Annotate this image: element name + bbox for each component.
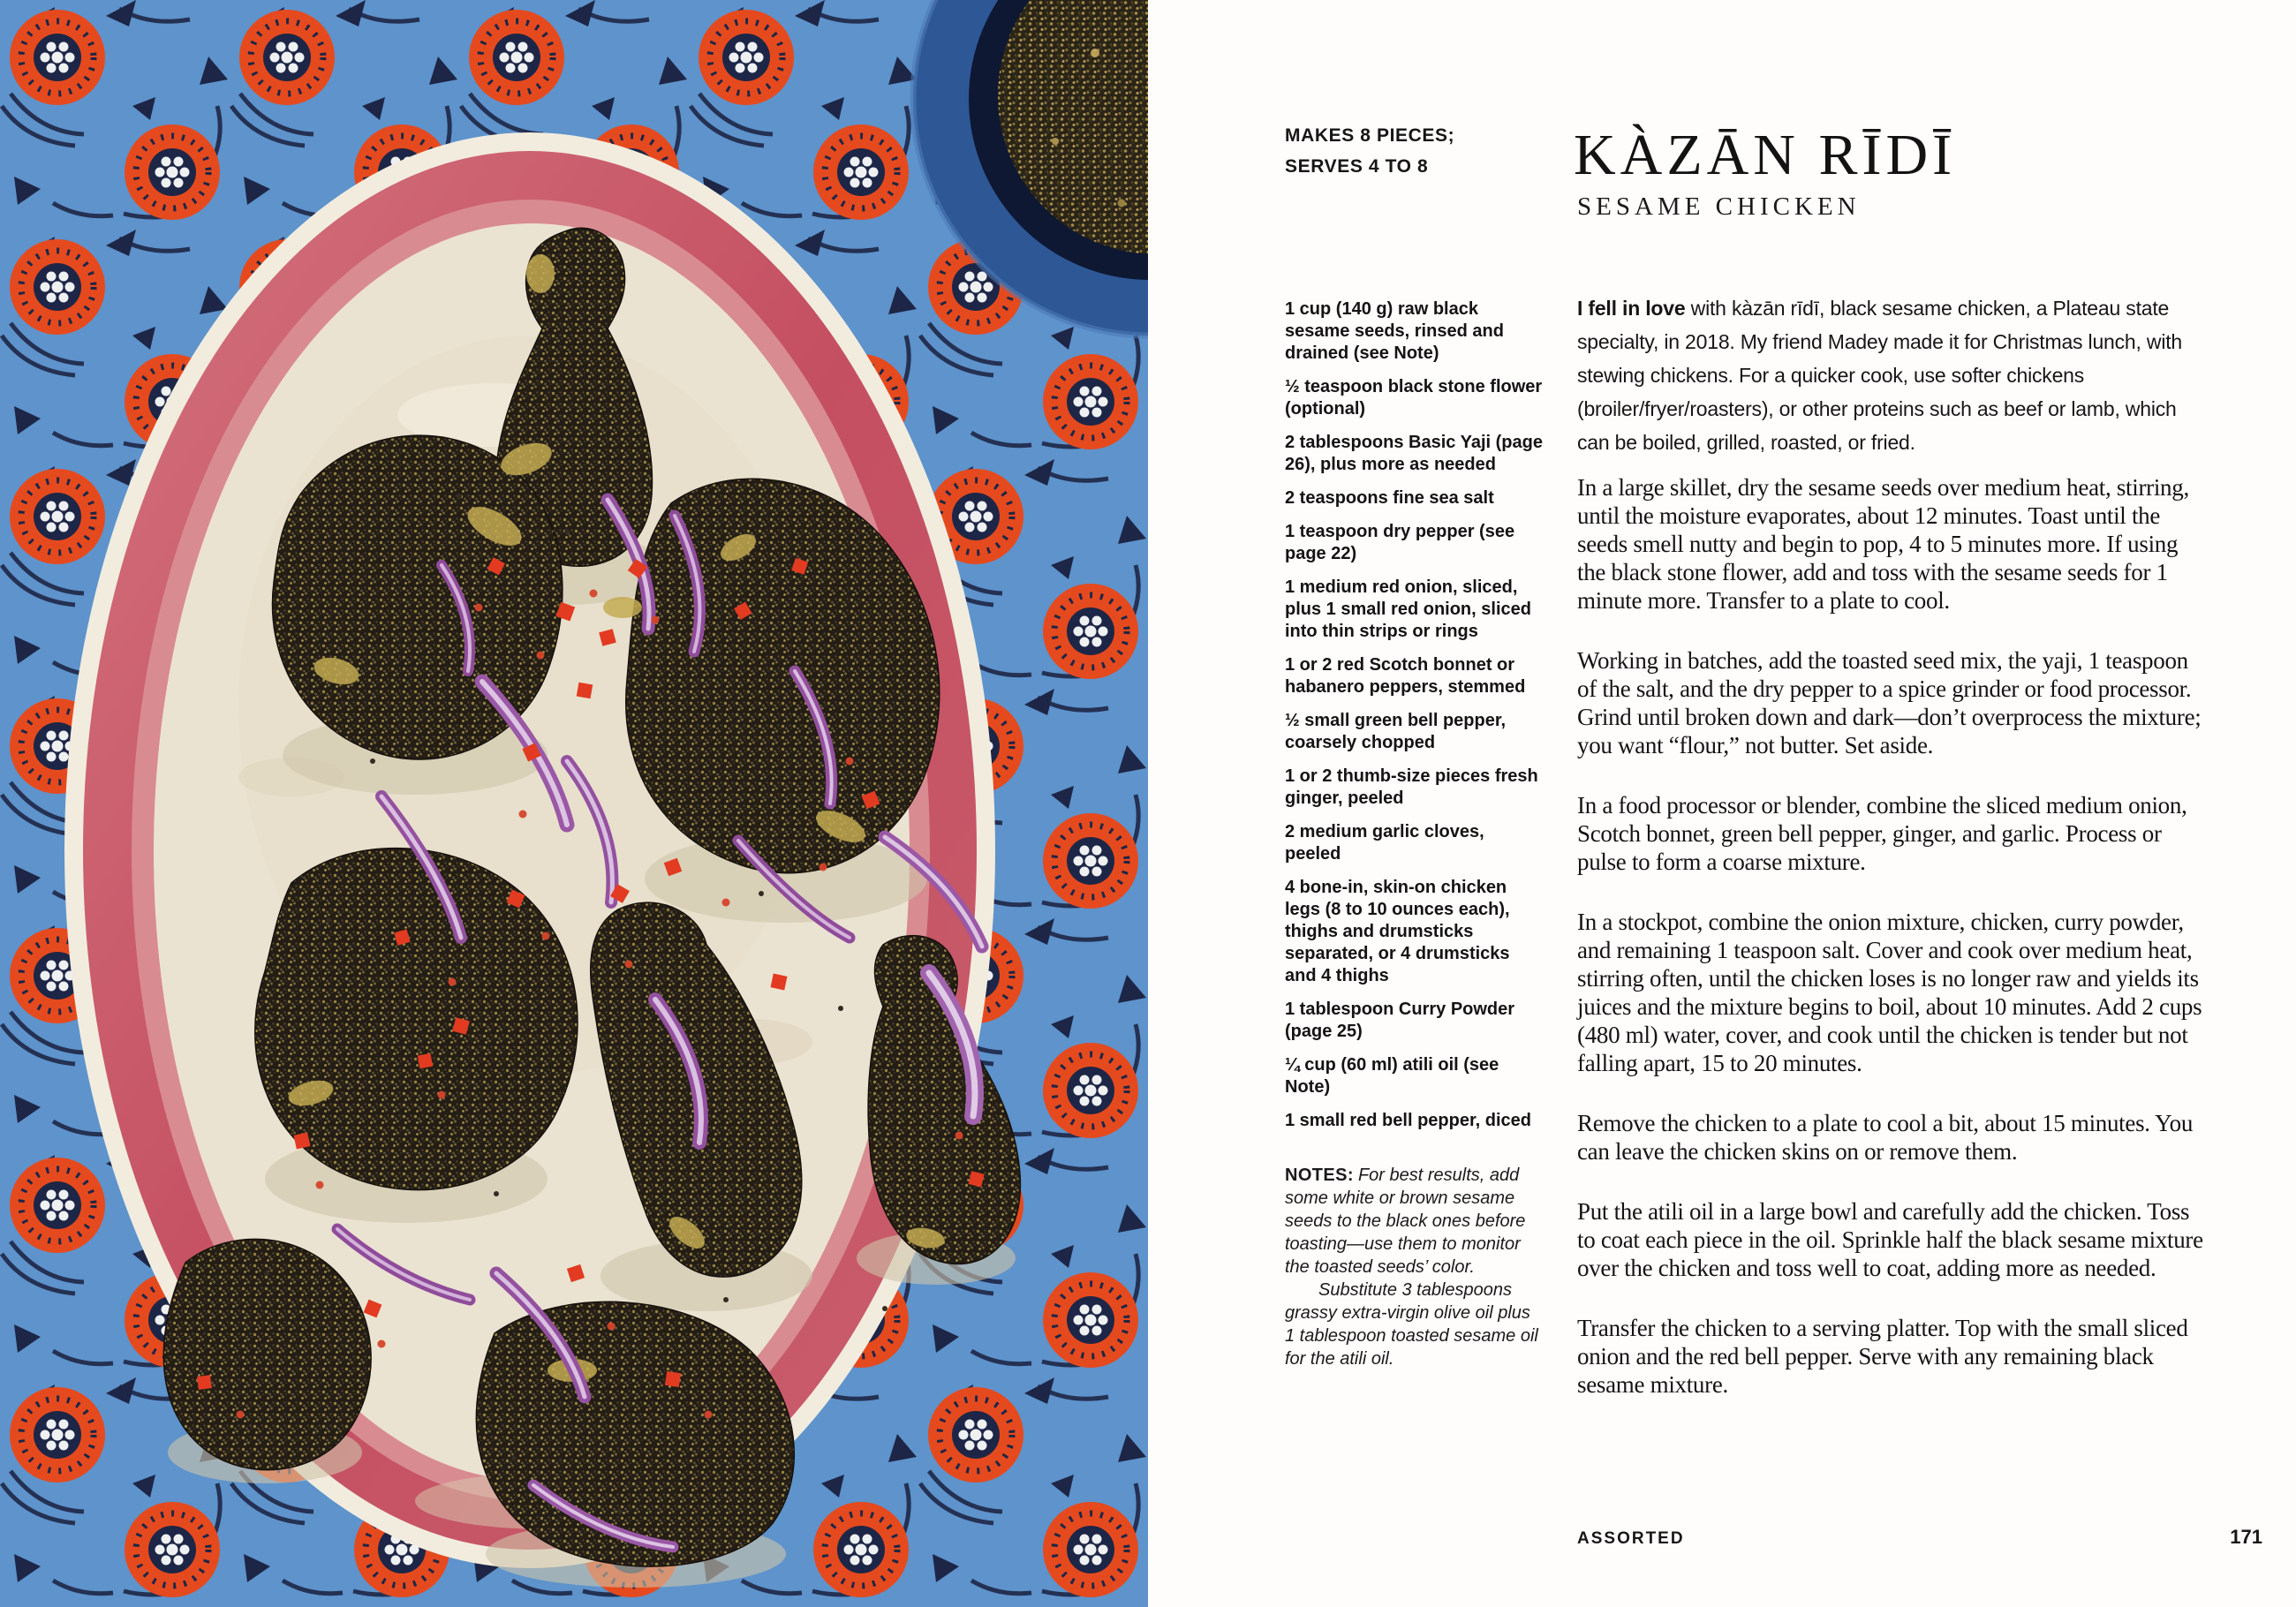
ingredient-items bbox=[1285, 298, 1543, 1132]
ingredient-item: ½ teaspoon black stone flower (optional) bbox=[1285, 377, 1543, 419]
ingredient-item: 1 tablespoon Curry Powder (page 25) bbox=[1285, 1000, 1515, 1041]
recipe-subtitle: SESAME CHICKEN bbox=[1577, 192, 1861, 221]
ingredient-item: 2 teaspoons fine sea salt bbox=[1285, 488, 1494, 508]
notes-paragraph-2: Substitute 3 tablespoons grassy extra-virgin olive oil plus 1 tablespoon toasted sesame oil for the atili oil. bbox=[1285, 1280, 1538, 1369]
ingredient-item: 1 medium red onion, sliced, plus 1 small red onion, sliced into thin strips or rings bbox=[1285, 577, 1531, 641]
ingredient-item: ½ small green bell pepper, coarsely chopped bbox=[1285, 711, 1507, 752]
ingredient-list bbox=[1285, 298, 1543, 1370]
instruction-paragraph: Working in batches, add the toasted seed mix, the yaji, 1 teaspoon of the salt, and the dry pepper to a spice grinder or food processor. Grind until broken down and dark—don’t overprocess the mixture; you want “flour,” not butter. Set aside. bbox=[1577, 647, 2202, 758]
recipe-notes bbox=[1285, 1164, 1543, 1279]
ingredient-item: ¼ cup (60 ml) atili oil (see Note) bbox=[1285, 1055, 1499, 1097]
instruction-paragraph: In a food processor or blender, combine the sliced medium onion, Scotch bonnet, green bell pepper, ginger, and garlic. Process or pulse to form a coarse mixture. bbox=[1577, 792, 2187, 875]
instruction-paragraph: Remove the chicken to a plate to cool a bit, about 15 minutes. You can leave the chicken skins on or remove them. bbox=[1577, 1110, 2194, 1165]
instruction-paragraph: Put the atili oil in a large bowl and carefully add the chicken. Toss to coat each piece in the oil. Sprinkle half the black sesame mixture over the chicken and toss well to coat, adding more as needed. bbox=[1577, 1198, 2203, 1281]
instruction-paragraph: Transfer the chicken to a serving platter. Top with the small sliced onion and the red bell pepper. Serve with any remaining black sesame mixture. bbox=[1577, 1315, 2188, 1398]
method-column bbox=[1577, 291, 2209, 1430]
chapter-label: ASSORTED bbox=[1577, 1529, 1685, 1548]
ingredient-item: 1 teaspoon dry pepper (see page 22) bbox=[1285, 522, 1515, 563]
yield-line-2: SERVES 4 TO 8 bbox=[1285, 156, 1429, 177]
ingredient-item: 1 cup (140 g) raw black sesame seeds, rinsed and drained (see Note) bbox=[1285, 299, 1504, 363]
instruction-paragraph: In a large skillet, dry the sesame seeds over medium heat, stirring, until the moisture evaporates, about 12 minutes. Toast until the seeds smell nutty and begin to pop, 4 to 5 minutes more. If using the black stone flower, add and toss with the sesame seeds for 1 minute more. Transfer to a plate to cool. bbox=[1577, 474, 2189, 614]
ingredient-item: 2 medium garlic cloves, peeled bbox=[1285, 822, 1484, 864]
ingredient-item: 4 bone-in, skin-on chicken legs (8 to 10 ounces each), thighs and drumsticks separated, or 4 drumsticks and 4 thighs bbox=[1285, 878, 1510, 985]
intro-rest: with kàzān rīdī, black sesame chicken, a Plateau state specialty, in 2018. My friend Madey made it for Christmas lunch, with stewing chickens. For a quicker cook, use softer chickens (broiler/fryer/roasters), or other proteins such as beef or lamb, which can be boiled, grilled, roasted, or fried. bbox=[1577, 297, 2183, 454]
ingredient-item: 1 small red bell pepper, diced bbox=[1285, 1111, 1531, 1130]
recipe-title: KÀZĀN RĪDĪ bbox=[1574, 123, 1957, 188]
instruction-paragraph: In a stockpot, combine the onion mixture, chicken, curry powder, and remaining 1 teaspoon salt. Cover and cook over medium heat, stirring often, until the chicken loses is no longer raw and yields its juices and the mixture begins to boil, about 10 minutes. Add 2 cups (480 ml) water, cover, and cook until the chicken is tender but not falling apart, 15 to 20 minutes. bbox=[1577, 909, 2202, 1076]
notes-paragraph-1: For best results, add some white or brown sesame seeds to the black ones before toasting—use them to monitor the toasted seeds’ color. bbox=[1285, 1166, 1526, 1277]
ingredient-item: 1 or 2 thumb-size pieces fresh ginger, peeled bbox=[1285, 766, 1538, 808]
intro-lead: I fell in love bbox=[1577, 297, 1686, 320]
ingredient-item: 2 tablespoons Basic Yaji (page 26), plus more as needed bbox=[1285, 433, 1543, 474]
intro-paragraph bbox=[1577, 291, 2209, 459]
page-number: 171 bbox=[2230, 1526, 2262, 1548]
recipe-page bbox=[1148, 0, 2296, 1607]
yield-note bbox=[1285, 120, 1541, 182]
instruction-paragraphs bbox=[1577, 473, 2209, 1399]
notes-label: NOTES: bbox=[1285, 1166, 1354, 1185]
yield-line-1: MAKES 8 PIECES; bbox=[1285, 125, 1455, 146]
ingredient-item: 1 or 2 red Scotch bonnet or habanero peppers, stemmed bbox=[1285, 655, 1526, 697]
